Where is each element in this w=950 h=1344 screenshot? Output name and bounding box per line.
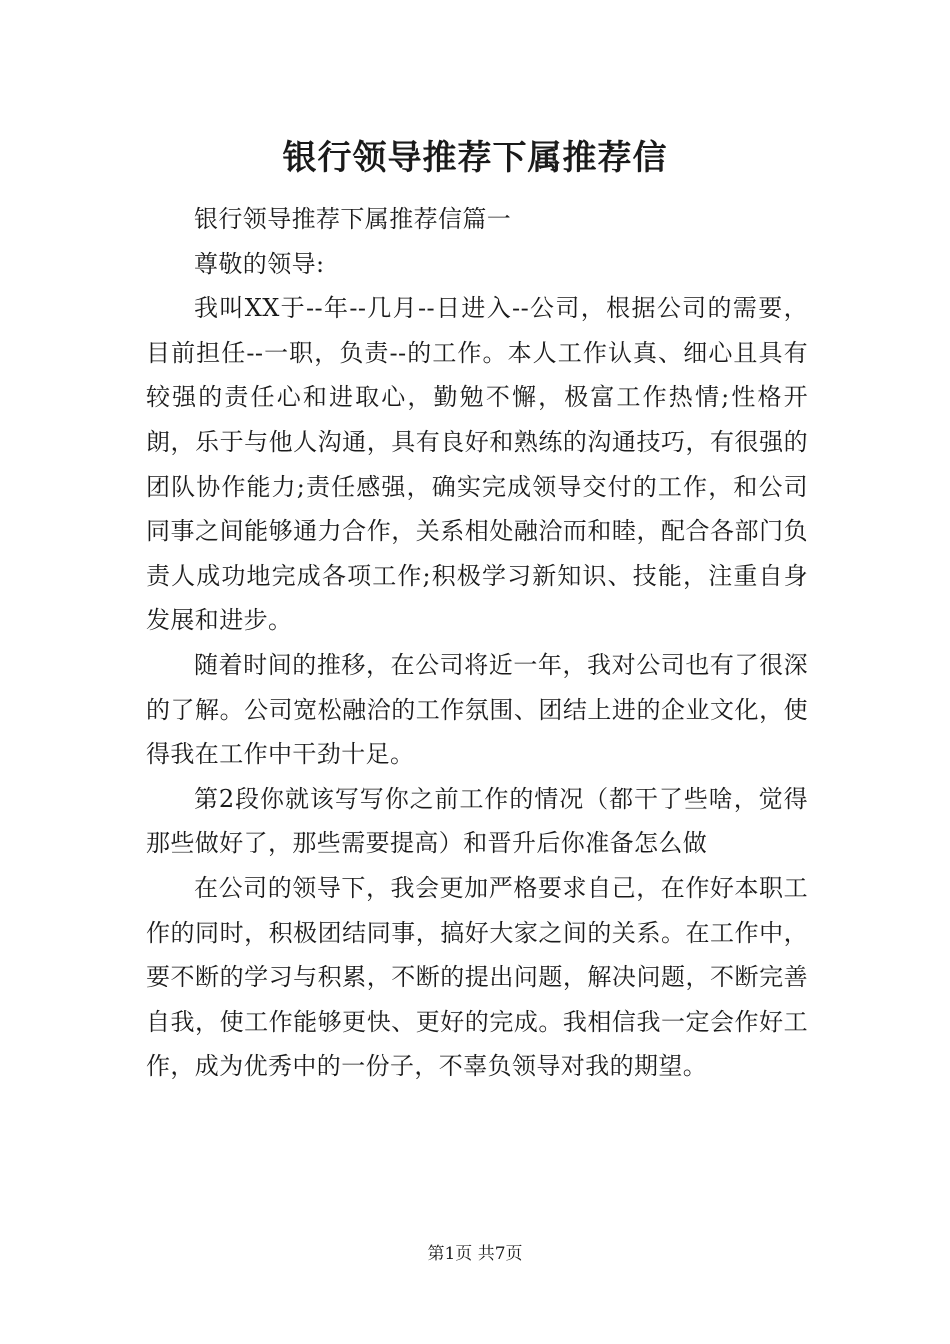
paragraph-salutation: 尊敬的领导: [194, 249, 325, 278]
paragraph-commitment: 在公司的领导下，我会更加严格要求自己，在作好本职工作的同时，积极团结同事，搞好大家之间的关系。在工作中，要不断的学习与积累，不断的提出问题，解决问题，不断完善自我，使工作能够更快、更好的完成。我相信我一定会作好工作，成为优秀中的一份子，不辜负领导对我的期望。 [146, 873, 808, 1081]
paragraph-instruction: 第2段你就该写写你之前工作的情况（都干了些啥，觉得那些做好了，那些需要提高）和晋升后你准备怎么做 [146, 784, 808, 858]
paragraph-understanding: 随着时间的推移，在公司将近一年，我对公司也有了很深的了解。公司宽松融洽的工作氛围、团结上进的企业文化，使得我在工作中干劲十足。 [146, 650, 808, 769]
document-title: 银行领导推荐下属推荐信 [282, 138, 668, 178]
paragraph-introduction: 我叫XX于--年--几月--日进入--公司，根据公司的需要，目前担任--一职，负责--的工作。本人工作认真、细心且具有较强的责任心和进取心，勤勉不懈，极富工作热情;性格开朗，乐于与他人沟通，具有良好和熟练的沟通技巧，有很强的团队协作能力;责任感强，确实完成领导交付的工作，和公司同事之间能够通力合作，关系相处融洽而和睦，配合各部门负责人成功地完成各项工作;积极学习新知识、技能，注重自身发展和进步。 [146, 294, 808, 635]
document-body [146, 197, 808, 1089]
page-indicator: 第1页 共7页 [427, 1244, 523, 1264]
paragraph-subtitle: 银行领导推荐下属推荐信篇一 [194, 205, 512, 233]
